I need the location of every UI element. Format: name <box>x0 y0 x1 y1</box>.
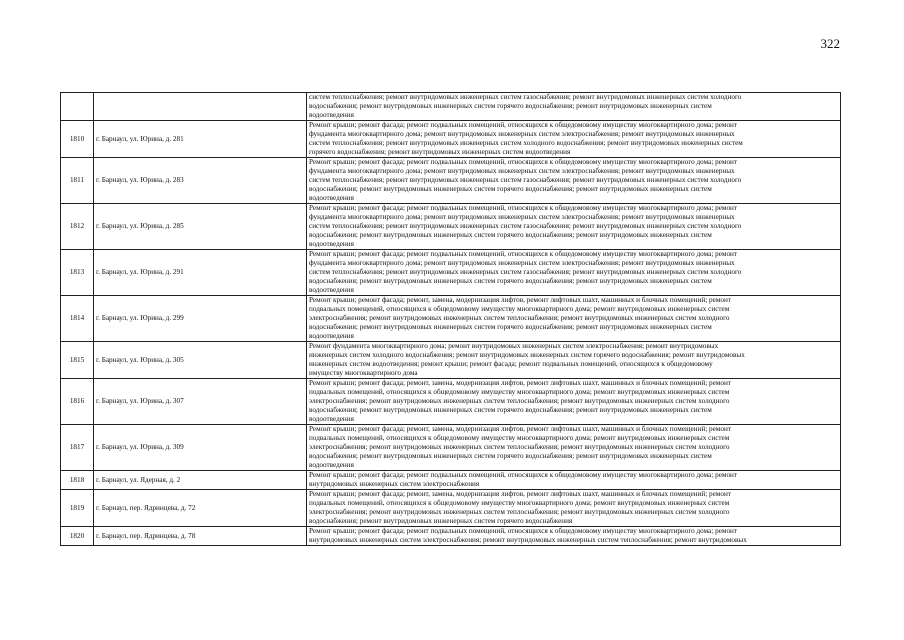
repair-works <box>307 379 841 425</box>
repair-works-line: систем теплоснабжения; ремонт внутридомовых инженерных систем газоснабжения; ремонт внутридомовых инженерных систем холодного <box>309 268 742 276</box>
row-number: 1811 <box>61 158 94 204</box>
repair-works-line: горячего водоснабжения; ремонт внутридомовых инженерных систем водоотведения <box>309 148 571 156</box>
row-number: 1810 <box>61 121 94 158</box>
repair-works-line: водоотведения <box>309 240 354 248</box>
repair-works-line: Ремонт крыши; ремонт фасада; ремонт, замена, модернизация лифтов, ремонт лифтовых шахт, машинных и блочных помещений; ремонт <box>309 379 731 387</box>
repair-works-line: инженерных систем холодного водоснабжения; ремонт внутридомовых инженерных систем горячего водоснабжения; ремонт внутридомовых <box>309 351 745 359</box>
repair-registry-table <box>60 92 841 546</box>
repair-works-line: электроснабжения; ремонт внутридомовых инженерных систем теплоснабжения; ремонт внутридомовых инженерных систем холодного <box>309 314 730 322</box>
repair-works-line: водоснабжения; ремонт внутридомовых инженерных систем горячего водоснабжения; ремонт внутридомовых инженерных систем <box>309 185 712 193</box>
repair-works-line: водоотведения <box>309 415 354 423</box>
repair-works-line: водоснабжения; ремонт внутридомовых инженерных систем горячего водоснабжения; ремонт внутридомовых инженерных систем <box>309 323 712 331</box>
repair-works-line: электроснабжения; ремонт внутридомовых инженерных систем теплоснабжения; ремонт внутридомовых инженерных систем холодного <box>309 508 730 516</box>
table-row <box>61 379 841 425</box>
table-row <box>61 342 841 379</box>
repair-works-line: водоотведения <box>309 461 354 469</box>
repair-works-line: Ремонт крыши; ремонт фасада; ремонт подвальных помещений, относящихся к общедомовому имуществу многоквартирного дома; ремонт <box>309 527 738 535</box>
table-row <box>61 527 841 546</box>
repair-works-line: водоотведения <box>309 111 354 119</box>
repair-works-line: подвальных помещений, относящихся к общедомовому имуществу многоквартирного дома; ремонт внутридомовых инженерных систем <box>309 388 730 396</box>
row-number: 1819 <box>61 490 94 527</box>
repair-works-line: водоотведения <box>309 194 354 202</box>
repair-works-line: водоснабжения; ремонт внутридомовых инженерных систем горячего водоснабжения; ремонт внутридомовых инженерных систем <box>309 452 712 460</box>
row-number <box>61 93 94 121</box>
repair-works-line: Ремонт фундамента многоквартирного дома; ремонт внутридомовых инженерных систем электроснабжения; ремонт внутридомовых <box>309 342 719 350</box>
repair-works-line: фундамента многоквартирного дома; ремонт внутридомовых инженерных систем электроснабжения; ремонт внутридомовых инженерных <box>309 259 735 267</box>
building-address: г. Барнаул, ул. Юрина, д. 299 <box>94 296 307 342</box>
table-row <box>61 471 841 490</box>
row-number: 1813 <box>61 250 94 296</box>
repair-works-line: систем теплоснабжения; ремонт внутридомовых инженерных систем газоснабжения; ремонт внутридомовых инженерных систем холодного <box>309 222 742 230</box>
repair-works <box>307 342 841 379</box>
table-row <box>61 121 841 158</box>
repair-works-line: водоснабжения; ремонт внутридомовых инженерных систем горячего водоснабжения <box>309 517 573 525</box>
repair-works-line: подвальных помещений, относящихся к общедомовому имуществу многоквартирного дома; ремонт внутридомовых инженерных систем <box>309 434 730 442</box>
repair-works-line: Ремонт крыши; ремонт фасада; ремонт подвальных помещений, относящихся к общедомовому имуществу многоквартирного дома; ремонт <box>309 250 738 258</box>
table-row <box>61 204 841 250</box>
row-number: 1817 <box>61 425 94 471</box>
repair-works <box>307 250 841 296</box>
page-number: 322 <box>820 36 840 51</box>
row-number: 1812 <box>61 204 94 250</box>
repair-works <box>307 527 841 546</box>
row-number: 1820 <box>61 527 94 546</box>
repair-works-line: подвальных помещений, относящихся к общедомовому имуществу многоквартирного дома; ремонт внутридомовых инженерных систем <box>309 499 730 507</box>
repair-works-line: водоснабжения; ремонт внутридомовых инженерных систем горячего водоснабжения; ремонт внутридомовых инженерных систем <box>309 277 712 285</box>
table-row <box>61 93 841 121</box>
building-address: г. Барнаул, ул. Юрина, д. 283 <box>94 158 307 204</box>
table-row <box>61 158 841 204</box>
repair-works-line: электроснабжения; ремонт внутридомовых инженерных систем теплоснабжения; ремонт внутридомовых инженерных систем холодного <box>309 443 730 451</box>
repair-works-line: систем теплоснабжения; ремонт внутридомовых инженерных систем холодного водоснабжения; ремонт внутридомовых инженерных систем <box>309 139 743 147</box>
repair-works <box>307 121 841 158</box>
repair-works-line: внутридомовых инженерных систем электроснабжения <box>309 480 480 488</box>
building-address: г. Барнаул, ул. Юрина, д. 307 <box>94 379 307 425</box>
building-address: г. Барнаул, ул. Юрина, д. 291 <box>94 250 307 296</box>
building-address: г. Барнаул, ул. Ядерная, д. 2 <box>94 471 307 490</box>
repair-works-line: внутридомовых инженерных систем электроснабжения; ремонт внутридомовых инженерных систем теплоснабжения; ремонт внутридомовых <box>309 536 747 544</box>
table-row <box>61 250 841 296</box>
repair-works <box>307 425 841 471</box>
repair-works-line: подвальных помещений, относящихся к общедомовому имуществу многоквартирного дома; ремонт внутридомовых инженерных систем <box>309 305 730 313</box>
repair-works-line: водоснабжения; ремонт внутридомовых инженерных систем горячего водоснабжения; ремонт внутридомовых инженерных систем <box>309 231 712 239</box>
repair-works-line: систем теплоснабжения; ремонт внутридомовых инженерных систем газоснабжения; ремонт внутридомовых инженерных систем холодного <box>309 93 742 101</box>
repair-works-line: инженерных систем водоотведения; ремонт крыши; ремонт фасада; ремонт подвальных помещений, относящихся к общедомовому <box>309 360 713 368</box>
table-row <box>61 425 841 471</box>
repair-works-line: фундамента многоквартирного дома; ремонт внутридомовых инженерных систем электроснабжения; ремонт внутридомовых инженерных <box>309 167 735 175</box>
repair-works-line: водоснабжения; ремонт внутридомовых инженерных систем горячего водоснабжения; ремонт внутридомовых инженерных систем <box>309 406 712 414</box>
repair-works <box>307 490 841 527</box>
repair-works-line: имуществу многоквартирного дома <box>309 369 418 377</box>
repair-works-line: водоотведения <box>309 286 354 294</box>
row-number: 1814 <box>61 296 94 342</box>
repair-works <box>307 158 841 204</box>
table-row <box>61 296 841 342</box>
repair-works <box>307 471 841 490</box>
building-address: г. Барнаул, пер. Ядринцева, д. 78 <box>94 527 307 546</box>
building-address: г. Барнаул, ул. Юрина, д. 281 <box>94 121 307 158</box>
row-number: 1818 <box>61 471 94 490</box>
repair-works-line: водоотведения <box>309 332 354 340</box>
repair-works-line: Ремонт крыши; ремонт фасада; ремонт, замена, модернизация лифтов, ремонт лифтовых шахт, машинных и блочных помещений; ремонт <box>309 296 731 304</box>
table-body <box>61 93 841 546</box>
repair-works <box>307 296 841 342</box>
building-address: г. Барнаул, ул. Юрина, д. 305 <box>94 342 307 379</box>
building-address <box>94 93 307 121</box>
repair-works-line: Ремонт крыши; ремонт фасада; ремонт подвальных помещений, относящихся к общедомовому имуществу многоквартирного дома; ремонт <box>309 471 738 479</box>
table-row <box>61 490 841 527</box>
repair-works-line: Ремонт крыши; ремонт фасада; ремонт подвальных помещений, относящихся к общедомовому имуществу многоквартирного дома; ремонт <box>309 121 738 129</box>
repair-works-line: Ремонт крыши; ремонт фасада; ремонт подвальных помещений, относящихся к общедомовому имуществу многоквартирного дома; ремонт <box>309 204 738 212</box>
repair-works <box>307 204 841 250</box>
repair-works-line: фундамента многоквартирного дома; ремонт внутридомовых инженерных систем электроснабжения; ремонт внутридомовых инженерных <box>309 213 735 221</box>
building-address: г. Барнаул, ул. Юрина, д. 309 <box>94 425 307 471</box>
repair-works-line: Ремонт крыши; ремонт фасада; ремонт подвальных помещений, относящихся к общедомовому имуществу многоквартирного дома; ремонт <box>309 158 738 166</box>
repair-works-line: электроснабжения; ремонт внутридомовых инженерных систем теплоснабжения; ремонт внутридомовых инженерных систем холодного <box>309 397 730 405</box>
repair-works-line: фундамента многоквартирного дома; ремонт внутридомовых инженерных систем электроснабжения; ремонт внутридомовых инженерных <box>309 130 735 138</box>
row-number: 1815 <box>61 342 94 379</box>
repair-works-line: Ремонт крыши; ремонт фасада; ремонт, замена, модернизация лифтов, ремонт лифтовых шахт, машинных и блочных помещений; ремонт <box>309 490 731 498</box>
repair-works <box>307 93 841 121</box>
building-address: г. Барнаул, ул. Юрина, д. 285 <box>94 204 307 250</box>
repair-works-line: Ремонт крыши; ремонт фасада; ремонт, замена, модернизация лифтов, ремонт лифтовых шахт, машинных и блочных помещений; ремонт <box>309 425 731 433</box>
building-address: г. Барнаул, пер. Ядринцева, д. 72 <box>94 490 307 527</box>
repair-works-line: систем теплоснабжения; ремонт внутридомовых инженерных систем газоснабжения; ремонт внутридомовых инженерных систем холодного <box>309 176 742 184</box>
repair-works-line: водоснабжения; ремонт внутридомовых инженерных систем горячего водоснабжения; ремонт внутридомовых инженерных систем <box>309 102 712 110</box>
row-number: 1816 <box>61 379 94 425</box>
